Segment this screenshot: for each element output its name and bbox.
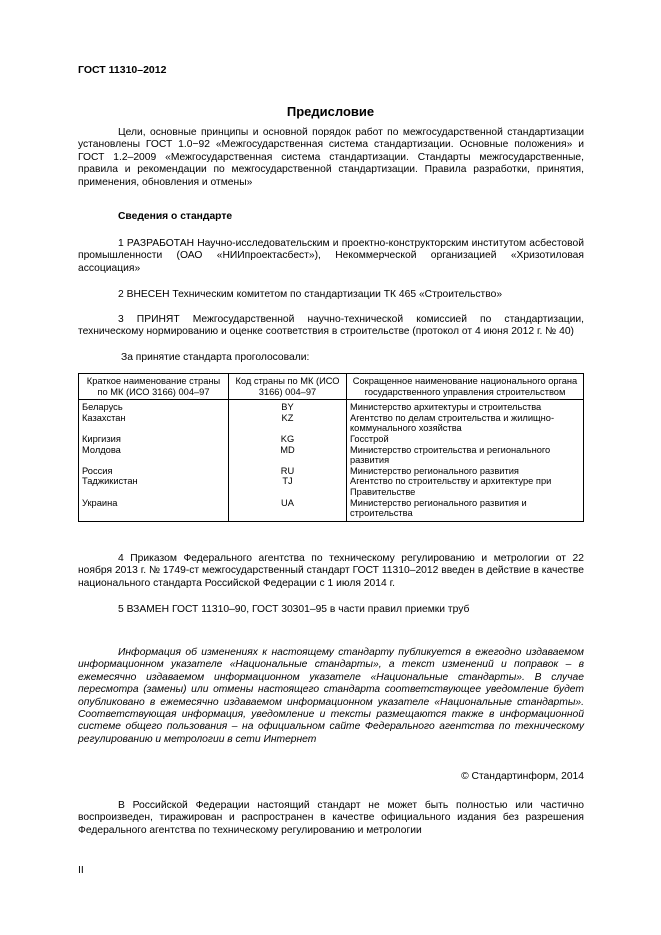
cell-country: Таджикистан xyxy=(79,476,229,497)
cell-body: Агентство по делам строительства и жилищно-коммунального хозяйства xyxy=(347,413,584,434)
info-heading: Сведения о стандарте xyxy=(118,211,233,222)
restriction-paragraph: В Российской Федерации настоящий стандарт не может быть полностью или частично воспроизведен, тиражирован и распространен в качестве официального издания без разрешения Федерального агентства по техническому регулированию и метрологии xyxy=(78,800,584,836)
cell-country: Казахстан xyxy=(79,413,229,434)
column-header-code: Код страны по МК (ИСО 3166) 004–97 xyxy=(229,374,347,400)
page-number: II xyxy=(78,864,84,876)
column-header-country: Краткое наименование страны по МК (ИСО 3166) 004–97 xyxy=(79,374,229,400)
page-title: Предисловие xyxy=(286,104,375,119)
cell-body: Агентство по строительству и архитектуре при Правительстве xyxy=(347,476,584,497)
item-adopted: 3 ПРИНЯТ Межгосударственной научно-технической комиссией по стандартизации, техническому нормированию и оценке соответствия в строительстве (протокол от 4 июня 2012 г. № 40) xyxy=(78,314,584,338)
cell-country: Молдова xyxy=(79,445,229,466)
vote-intro: За принятие стандарта проголосовали: xyxy=(121,352,310,363)
table-header-row xyxy=(79,374,584,400)
cell-code: UA xyxy=(229,498,347,522)
cell-country: Киргизия xyxy=(79,434,229,445)
cell-code: RU xyxy=(229,466,347,477)
table-row xyxy=(79,413,584,434)
cell-body: Министерство архитектуры и строительства xyxy=(347,400,584,413)
item-replaces: 5 ВЗАМЕН ГОСТ 11310–90, ГОСТ 30301–95 в части правил приемки труб xyxy=(118,604,470,615)
table-row xyxy=(79,498,584,522)
cell-body: Министерство регионального развития xyxy=(347,466,584,477)
document-header: ГОСТ 11310–2012 xyxy=(78,64,167,76)
cell-body: Госстрой xyxy=(347,434,584,445)
table-row xyxy=(79,466,584,477)
cell-country: Беларусь xyxy=(79,400,229,413)
table-row xyxy=(79,476,584,497)
cell-country: Россия xyxy=(79,466,229,477)
table-row xyxy=(79,445,584,466)
cell-code: KG xyxy=(229,434,347,445)
cell-code: BY xyxy=(229,400,347,413)
column-header-body: Сокращенное наименование национального органа государственного управления строительством xyxy=(347,374,584,400)
cell-code: KZ xyxy=(229,413,347,434)
cell-body: Министерство регионального развития и строительства xyxy=(347,498,584,522)
item-submitted: 2 ВНЕСЕН Техническим комитетом по стандартизации ТК 465 «Строительство» xyxy=(118,289,503,300)
notice-paragraph: Информация об изменениях к настоящему стандарту публикуется в ежегодно издаваемом информационном указателе «Национальные стандарты», а текст изменений и поправок – в ежемесячно издаваемом информационном указателе «Национальные стандарты». В случае пересмотра (замены) или отмены настоящего стандарта соответствующее уведомление будет опубликовано в ежемесячно издаваемом информационном указателе «Национальные стандарты». Соответствующая информация, уведомление и тексты размещаются также в информационной системе общего пользования – на официальном сайте Федерального агентства по техническому регулированию и метрологии в сети Интернет xyxy=(78,647,584,745)
cell-body: Министерство строительства и регионального развития xyxy=(347,445,584,466)
cell-code: TJ xyxy=(229,476,347,497)
table-row xyxy=(79,434,584,445)
copyright: © Стандартинформ, 2014 xyxy=(461,771,584,782)
table-row xyxy=(79,400,584,413)
voting-table xyxy=(78,373,584,522)
cell-code: MD xyxy=(229,445,347,466)
item-enacted: 4 Приказом Федерального агентства по техническому регулированию и метрологии от 22 ноября 2013 г. № 1749-ст межгосударственный стандарт ГОСТ 11310–2012 введен в действие в качестве национального стандарта Российской Федерации с 1 июля 2014 г. xyxy=(78,553,584,589)
intro-paragraph: Цели, основные принципы и основной порядок работ по межгосударственной стандартизации установлены ГОСТ 1.0−92 «Межгосударственная система стандартизации. Основные положения» и ГОСТ 1.2–2009 «Межгосударственная система стандартизации. Стандарты межгосударственные, правила и рекомендации по межгосударственной стандартизации. Правила разработки, принятия, применения, обновления и отмены» xyxy=(78,127,584,188)
item-developed: 1 РАЗРАБОТАН Научно-исследовательским и проектно-конструкторским институтом асбестовой промышленности (ОАО «НИИпроектасбест»), Некоммерческой организацией «Хризотиловая ассоциация» xyxy=(78,238,584,274)
cell-country: Украина xyxy=(79,498,229,522)
